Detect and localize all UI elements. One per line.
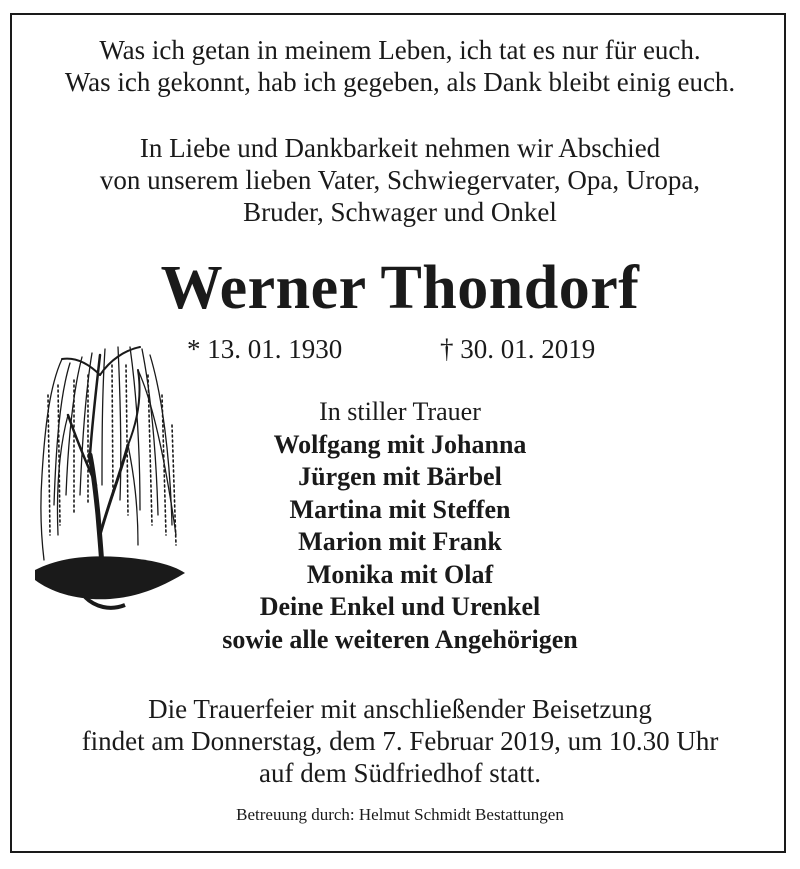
intro-line: von unserem lieben Vater, Schwiegervater, Opa, Uropa,	[99, 165, 701, 195]
mourner-entry: Jürgen mit Bärbel	[298, 462, 502, 491]
deceased-name: Werner Thondorf	[160, 254, 640, 322]
ceremony-line: findet am Donnerstag, dem 7. Februar 2019, um 10.30 Uhr	[81, 726, 719, 756]
funeral-service-credit: Betreuung durch: Helmut Schmidt Bestattungen	[236, 805, 564, 824]
ceremony-details	[0, 693, 800, 789]
mourner-entry: Deine Enkel und Urenkel	[259, 592, 541, 621]
ceremony-line: Die Trauerfeier mit anschließender Beisetzung	[148, 694, 652, 724]
intro-line: In Liebe und Dankbarkeit nehmen wir Abschied	[139, 133, 661, 163]
mourning-heading: In stiller Trauer	[319, 397, 481, 426]
mourner-entry: Wolfgang mit Johanna	[273, 429, 527, 459]
mourning-section	[0, 396, 800, 656]
poem-line: Was ich gekonnt, hab ich gegeben, als Dank bleibt einig euch.	[64, 67, 736, 97]
farewell-intro	[0, 132, 800, 228]
mourner-entry: sowie alle weiteren Angehörigen	[222, 624, 578, 654]
birth-date: * 13. 01. 1930	[187, 334, 343, 364]
intro-line: Bruder, Schwager und Onkel	[243, 197, 557, 227]
poem	[0, 34, 800, 98]
death-date: † 30. 01. 2019	[440, 334, 596, 364]
mourner-entry: Marion mit Frank	[298, 527, 502, 556]
ceremony-line: auf dem Südfriedhof statt.	[259, 758, 541, 788]
mourner-entry: Martina mit Steffen	[289, 494, 511, 524]
poem-line: Was ich getan in meinem Leben, ich tat es nur für euch.	[99, 35, 701, 65]
mourner-entry: Monika mit Olaf	[306, 559, 494, 589]
